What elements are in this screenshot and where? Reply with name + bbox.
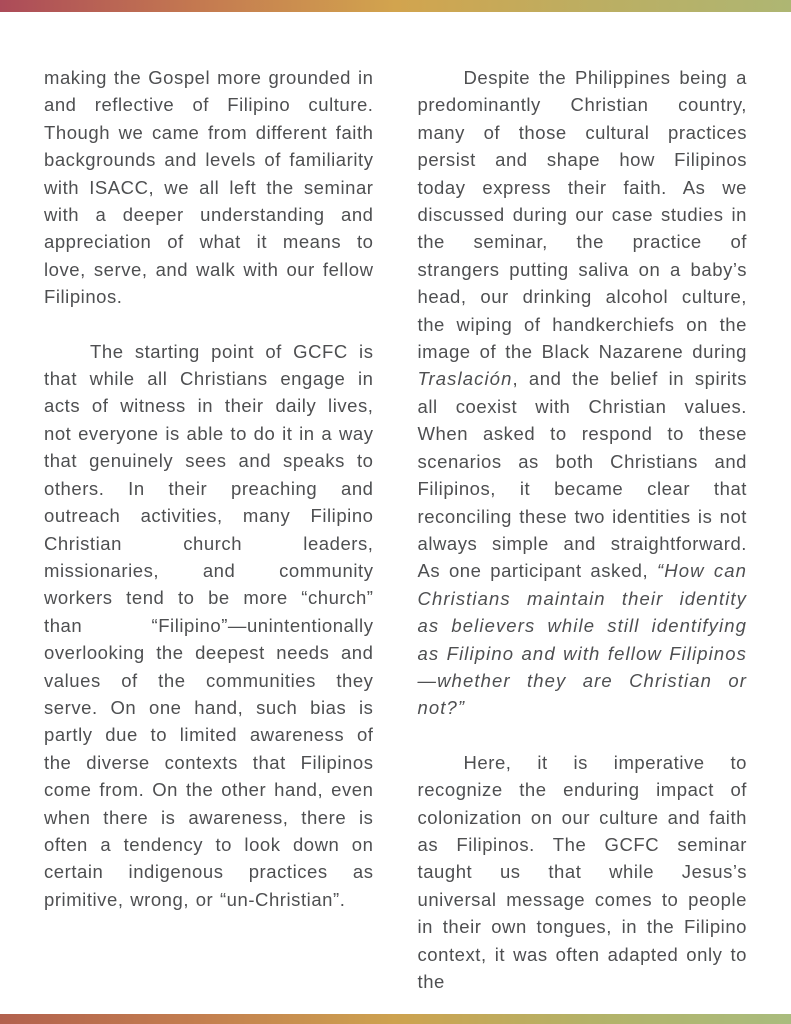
text-column-right (418, 64, 748, 1014)
bottom-gradient-bar (0, 1014, 791, 1024)
text-run: Despite the Philippines being a predominantly Christian country, many of those cultural practices persist and shape how Filipinos today express their faith. As we discussed during our case studies in the seminar, the practice of strangers putting saliva on a baby’s head, our drinking alcohol culture, the wiping of handkerchiefs on the image of the Black Nazarene during (417, 67, 747, 363)
text-column-left (44, 64, 374, 1014)
text-run: , and the belief in spirits all coexist with Christian values. When asked to respond to these scenarios as both Christians and Filipinos, it became clear that reconciling these two identities is not always simple and straightforward. As one participant asked, (417, 368, 747, 582)
top-gradient-bar (0, 0, 791, 12)
paragraph (418, 749, 748, 996)
text-run: The starting point of GCFC is that while all Christians engage in acts of witness in their daily lives, not everyone is able to do it in a way that genuinely sees and speaks to others. In their preaching and outreach activities, many Filipino Christian church leaders, missionaries, and community workers tend to be more “church” than “Filipino”—unintentionally overlooking the deepest needs and values of the communities they serve. On one hand, such bias is partly due to limited awareness of the diverse contexts that Filipinos come from. On the other hand, even when there is awareness, there is often a tendency to look down on certain indigenous practices as primitive, wrong, or “un-Christian”. (44, 340, 374, 910)
text-run: Here, it is imperative to recognize the enduring impact of colonization on our culture and faith as Filipinos. The GCFC seminar taught us that while Jesus’s universal message comes to people in their own tongues, in the Filipino context, it was often adapted only to the (417, 751, 747, 992)
paragraph (44, 338, 374, 914)
italic-text-run: Traslación (417, 368, 513, 390)
italic-text-run: “How can Christians maintain their identity as believers while still identifying as Filipino and with fellow Filipinos—whether they are Christian or not?” (417, 560, 747, 719)
paragraph (418, 64, 748, 722)
paragraph (44, 64, 374, 311)
page-content (0, 12, 791, 1014)
text-run: making the Gospel more grounded in and reflective of Filipino culture. Though we came from different faith backgrounds and levels of familiarity with ISACC, we all left the seminar with a deeper understanding and appreciation of what it means to love, serve, and walk with our fellow Filipinos. (44, 67, 374, 308)
